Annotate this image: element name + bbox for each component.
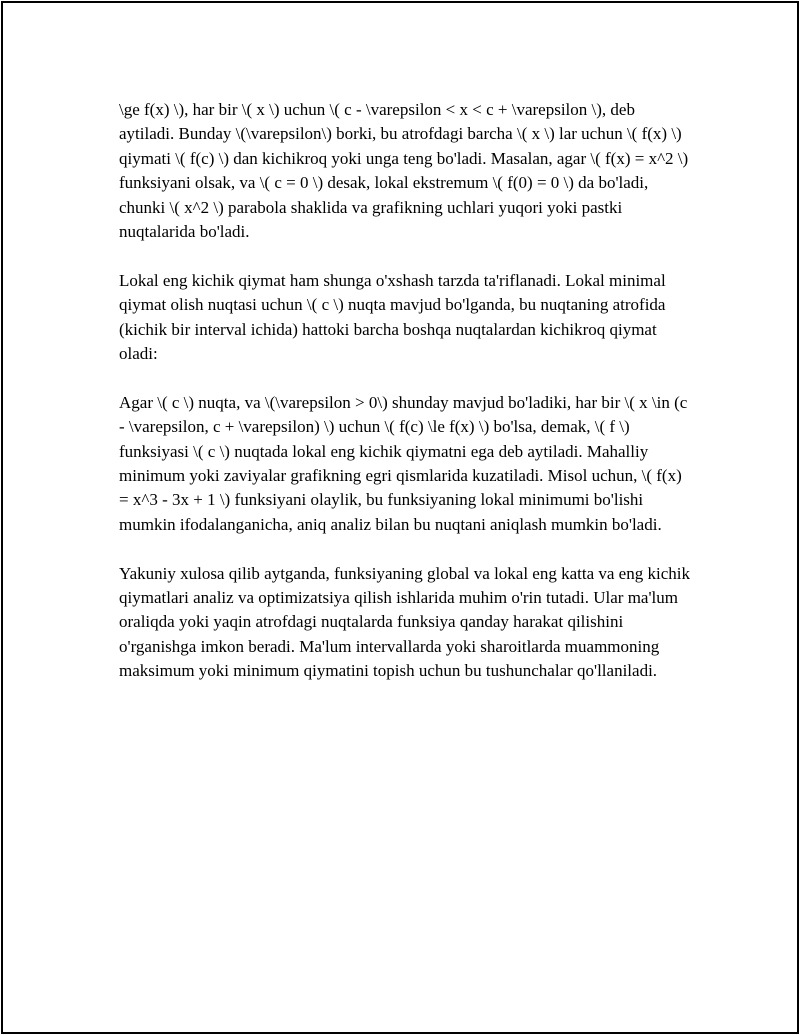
document-body (119, 98, 691, 708)
paragraph-conclusion: Yakuniy xulosa qilib aytganda, funksiyaning global va lokal eng katta va eng kichik qiymatlari analiz va optimizatsiya qilish ishlarida muhim o'rin tutadi. Ular ma'lum oraliqda yoki yaqin atrofdagi nuqtalarda funksiya qanday harakat qilishini o'rganishga imkon beradi. Ma'lum intervallarda yoki sharoitlarda muammoning maksimum yoki minimum qiymatini topish uchun bu tushunchalar qo'llaniladi. (119, 563, 690, 681)
paragraph-local-minimum-intro: Lokal eng kichik qiymat ham shunga o'xshash tarzda ta'riflanadi. Lokal minimal qiymat olish nuqtasi uchun \( c \) nuqta mavjud bo'lganda, bu nuqtaning atrofida (kichik bir interval ichida) hattoki barcha boshqa nuqtalardan kichikroq qiymat oladi: (119, 270, 666, 364)
paragraph-local-maximum-definition: \ge f(x) \), har bir \( x \) uchun \( c - \varepsilon < x < c + \varepsilon \), deb aytiladi. Bunday \(\varepsilon\) borki, bu atrofdagi barcha \( x \) lar uchun \( f(x) \) qiymati \( f(c) \) dan kichikroq yoki unga teng bo'ladi. Masalan, agar \( f(x) = x^2 \) funksiyani olsak, va \( c = 0 \) desak, lokal ekstremum \( f(0) = 0 \) da bo'ladi, chunki \( x^2 \) parabola shaklida va grafikning uchlari yuqori yoki pastki nuqtalarida bo'ladi. (119, 100, 689, 242)
paragraph-local-minimum-definition: Agar \( c \) nuqta, va \(\varepsilon > 0\) shunday mavjud bo'ladiki, har bir \( x \in (c - \varepsilon, c + \varepsilon) \) uchun \( f(c) \le f(x) \) bo'lsa, demak, \( f \) funksiyasi \( c \) nuqtada lokal eng kichik qiymatni ega deb aytiladi. Mahalliy minimum yoki zaviyalar grafikning egri qismlarida kuzatiladi. Misol uchun, \( f(x) = x^3 - 3x + 1 \) funksiyani olaylik, bu funksiyaning lokal minimumi bo'lishi mumkin ifodalanganicha, aniq analiz bilan bu nuqtani aniqlash mumkin bo'ladi. (119, 392, 688, 534)
document-page (1, 1, 799, 1034)
